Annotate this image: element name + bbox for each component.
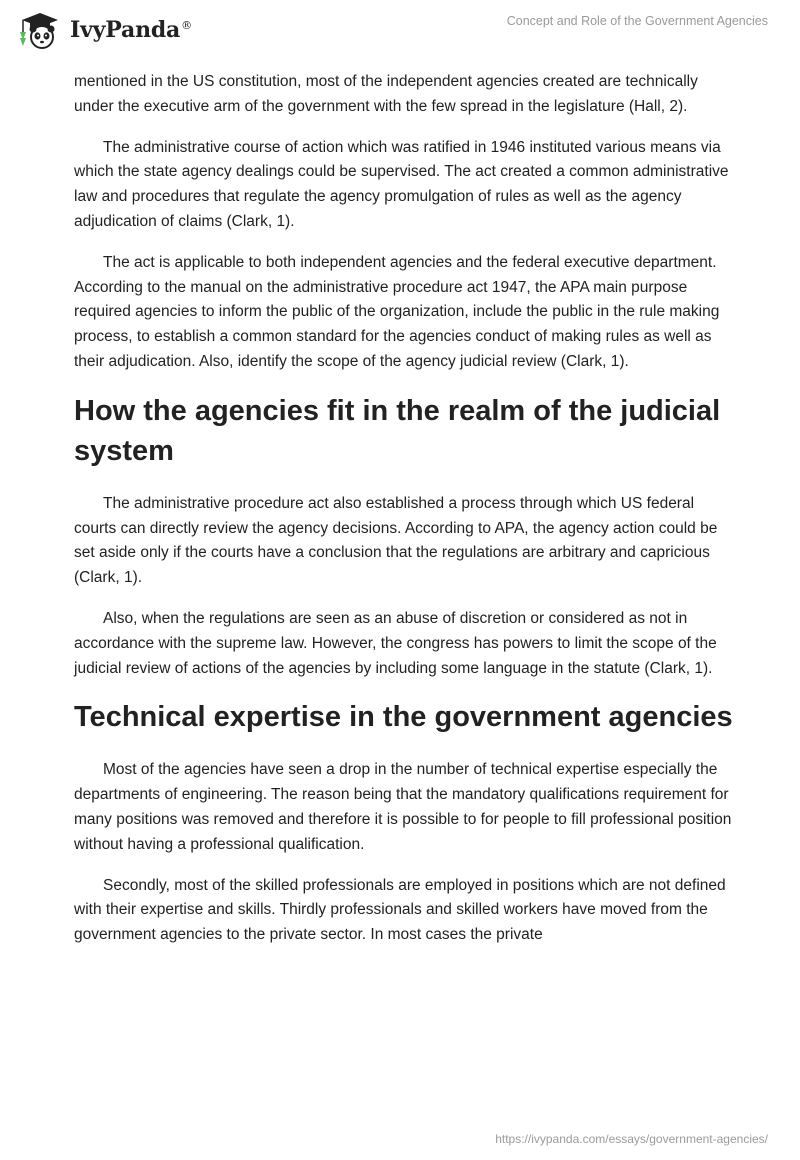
section-heading-judicial: How the agencies fit in the realm of the judicial system bbox=[74, 394, 721, 467]
paragraph: The administrative course of action which was ratified in 1946 instituted various means via which the state agency dealings could be supervised. The act created a common administrative law and procedures that regulate the agency promulgation of rules as well as the agency adjudication of claims (Clark, 1). bbox=[74, 138, 729, 230]
brand-name bbox=[70, 17, 192, 43]
paragraph: Secondly, most of the skilled professionals are employed in positions which are not defined with their expertise and skills. Thirdly professionals and skilled workers have moved from the government agencies to the private sector. In most cases the private bbox=[74, 876, 726, 944]
ivypanda-logo[interactable] bbox=[16, 10, 192, 50]
page-header bbox=[0, 0, 800, 64]
panda-graduate-icon bbox=[16, 10, 64, 50]
document-title: Concept and Role of the Government Agencies bbox=[506, 14, 768, 28]
source-url-link[interactable]: https://ivypanda.com/essays/government-agencies/ bbox=[495, 1132, 768, 1146]
paragraph: Also, when the regulations are seen as an abuse of discretion or considered as not in accordance with the supreme law. However, the congress has powers to limit the scope of the judicial review of actions of the agencies by including some language in the statute (Clark, 1). bbox=[74, 609, 717, 677]
section-heading-technical: Technical expertise in the government agencies bbox=[74, 701, 733, 734]
paragraph: The act is applicable to both independent agencies and the federal executive department. According to the manual on the administrative procedure act 1947, the APA main purpose required agencies to inform the public of the organization, include the public in the rule making process, to establish a common standard for the agencies conduct of making rules as well as their adjudication. Also, identify the scope of the agency judicial review (Clark, 1). bbox=[74, 253, 720, 370]
paragraph: Most of the agencies have seen a drop in the number of technical expertise especially the departments of engineering. The reason being that the mandatory qualifications requirement for many positions was removed and therefore it is possible to for people to fill professional position without having a professional qualification. bbox=[74, 761, 732, 853]
brand-name-text: IvyPanda bbox=[70, 17, 181, 43]
essay-body bbox=[74, 70, 734, 964]
paragraph: mentioned in the US constitution, most of the independent agencies created are technically under the executive arm of the government with the few spread in the legislature (Hall, 2). bbox=[74, 73, 698, 115]
paragraph: The administrative procedure act also established a process through which US federal courts can directly review the agency decisions. According to APA, the agency action could be set aside only if the courts have a conclusion that the regulations are arbitrary and capricious (Clark, 1). bbox=[74, 494, 718, 587]
registered-mark: ® bbox=[181, 18, 192, 32]
